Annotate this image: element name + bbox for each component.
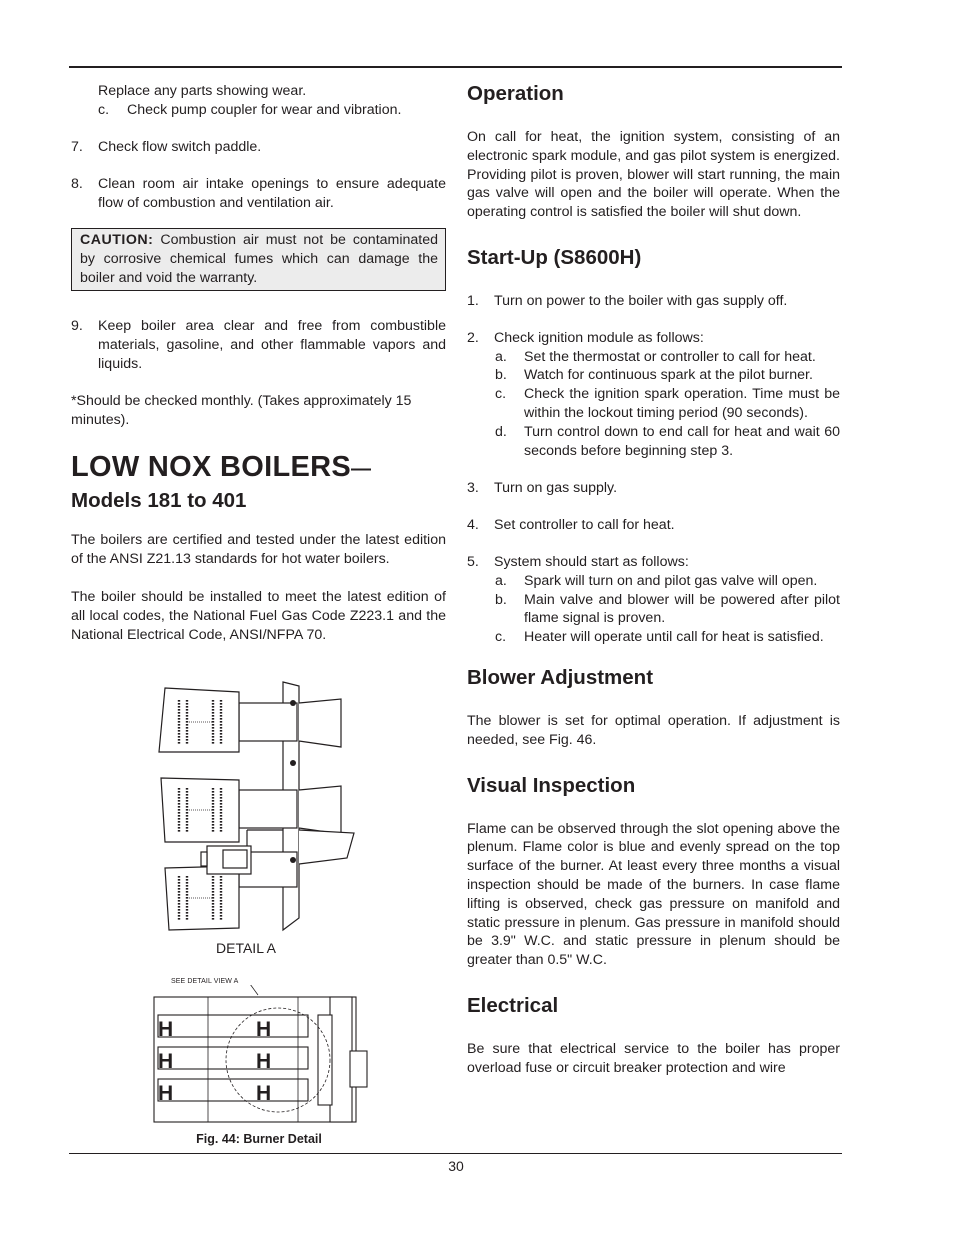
sub-letter: a. [495,348,507,365]
visual-inspection-text: Flame can be observed through the slot opening above the plenum. Flame color is blue and evenly spread on the top surface of the burner. At least every three months a visual inspection should be made of the burners. In case flame lifting is observed, check gas pressure on manifold and static pressure in plenum. Gas pressure in manifold should be 3.9" W.C. and static pressure in plenum should be greater than 0.5" W.C. [467,820,840,969]
startup-step-5a [467,572,840,591]
sub-text: Check pump coupler for wear and vibration. [127,101,402,118]
intro-paragraph-2: The boiler should be installed to meet the latest edition of all local codes, the National Fuel Gas Code Z223.1 and the National Electrical Code, ANSI/NFPA 70. [71,588,446,643]
blower-text: The blower is set for optimal operation. If adjustment is needed, see Fig. 46. [467,712,840,748]
item-number: 8. [71,176,83,193]
sub-letter: c. [495,629,507,646]
visual-inspection-heading: Visual Inspection [467,773,636,797]
detail-a-label: DETAIL A [216,940,276,956]
item-number: 7. [71,138,83,155]
right-column [467,82,840,1078]
startup-step-1 [467,292,840,311]
item-number: 5. [467,553,479,570]
svg-text:H: H [256,1018,272,1041]
burner-overview-drawing [150,985,370,1125]
startup-step-5b [467,591,840,629]
detail-a-drawing [157,680,357,935]
sub-letter: c. [495,386,507,403]
section-title-dash: — [351,458,372,481]
item-text: Check ignition module as follows: [494,329,704,346]
operation-text: On call for heat, the ignition system, consisting of an electronic spark module, and gas pilot system is energized. Providing pilot is proven, blower will start running, the main gas valve will open and the boiler will operate. When the operating control is satisfied the boiler will shut down. [467,129,840,221]
item-text: Turn on gas supply. [494,480,618,497]
caution-box [71,228,446,291]
page-number: 30 [448,1158,464,1174]
startup-step-5c [467,628,840,647]
svg-text:H: H [158,1018,174,1041]
section-title-text: LOW NOX BOILERS [71,451,351,484]
caution-label: CAUTION: [80,231,154,248]
sub-text: Spark will turn on and pilot gas valve will open. [524,572,818,589]
sub-text: Main valve and blower will be powered after pilot flame signal is proven. [524,591,840,627]
startup-step-3 [467,479,840,498]
sub-text: Check the ignition spark operation. Time must be within the lockout timing period (90 seconds). [524,386,840,421]
startup-step-2c [467,385,840,423]
sub-text: Heater will operate until call for heat is satisfied. [524,629,824,646]
section-subtitle: Models 181 to 401 [71,489,247,513]
startup-heading: Start-Up (S8600H) [467,245,642,269]
item-text: System should start as follows: [494,553,689,570]
sub-letter: a. [495,572,507,589]
item-number: 1. [467,292,479,309]
sub-letter: b. [495,367,507,384]
left-column [71,82,446,644]
startup-step-5 [467,553,840,572]
list-item-8 [71,175,446,213]
see-detail-callout: SEE DETAIL VIEW A [171,978,239,985]
list-item-9 [71,317,446,373]
bottom-rule [69,1153,842,1154]
sub-text: Watch for continuous spark at the pilot burner. [524,367,813,384]
item-text: Check flow switch paddle. [98,138,262,155]
item-text: Set controller to call for heat. [494,517,675,534]
continued-line: Replace any parts showing wear. [98,83,307,99]
item-text: Keep boiler area clear and free from combustible materials, gasoline, and other flammable vapors and liquids. [98,318,446,372]
sub-text: Turn control down to end call for heat and wait 60 seconds before beginning step 3. [524,423,840,459]
top-rule [69,66,842,68]
list-item-7 [71,138,446,157]
sub-text: Set the thermostat or controller to call for heat. [524,348,816,365]
svg-text:H: H [256,1050,272,1073]
item-number: 3. [467,480,479,497]
blower-heading: Blower Adjustment [467,665,654,689]
startup-step-2b [467,366,840,385]
caution-text: Combustion air must not be contaminated by corrosive chemical fumes which can damage the boiler and void the warranty. [80,231,439,286]
footnote: *Should be checked monthly. (Takes approximately 15 minutes). [71,392,412,428]
startup-step-2 [467,329,840,348]
startup-step-4 [467,516,840,535]
operation-heading: Operation [467,82,564,105]
section-title [71,450,446,486]
item-number: 9. [71,318,83,335]
sub-letter: c. [98,101,110,118]
electrical-heading: Electrical [467,993,559,1017]
item-number: 2. [467,329,479,346]
startup-step-2a [467,348,840,367]
svg-text:H: H [158,1050,174,1073]
item-text: Turn on power to the boiler with gas supply off. [494,292,788,309]
electrical-text: Be sure that electrical service to the boiler has proper overload fuse or circuit breaker protection and wire [467,1040,840,1076]
sub-letter: b. [495,591,507,608]
startup-step-2d [467,423,840,461]
svg-text:H: H [158,1082,174,1105]
intro-paragraph-1: The boilers are certified and tested under the latest edition of the ANSI Z21.13 standards for hot water boilers. [71,532,446,568]
svg-text:H: H [256,1082,272,1105]
sub-item-c [71,101,446,120]
sub-letter: d. [495,423,507,440]
item-number: 4. [467,517,479,534]
item-text: Clean room air intake openings to ensure adequate flow of combustion and ventilation air. [98,176,446,212]
figure-caption: Fig. 44: Burner Detail [196,1132,322,1146]
